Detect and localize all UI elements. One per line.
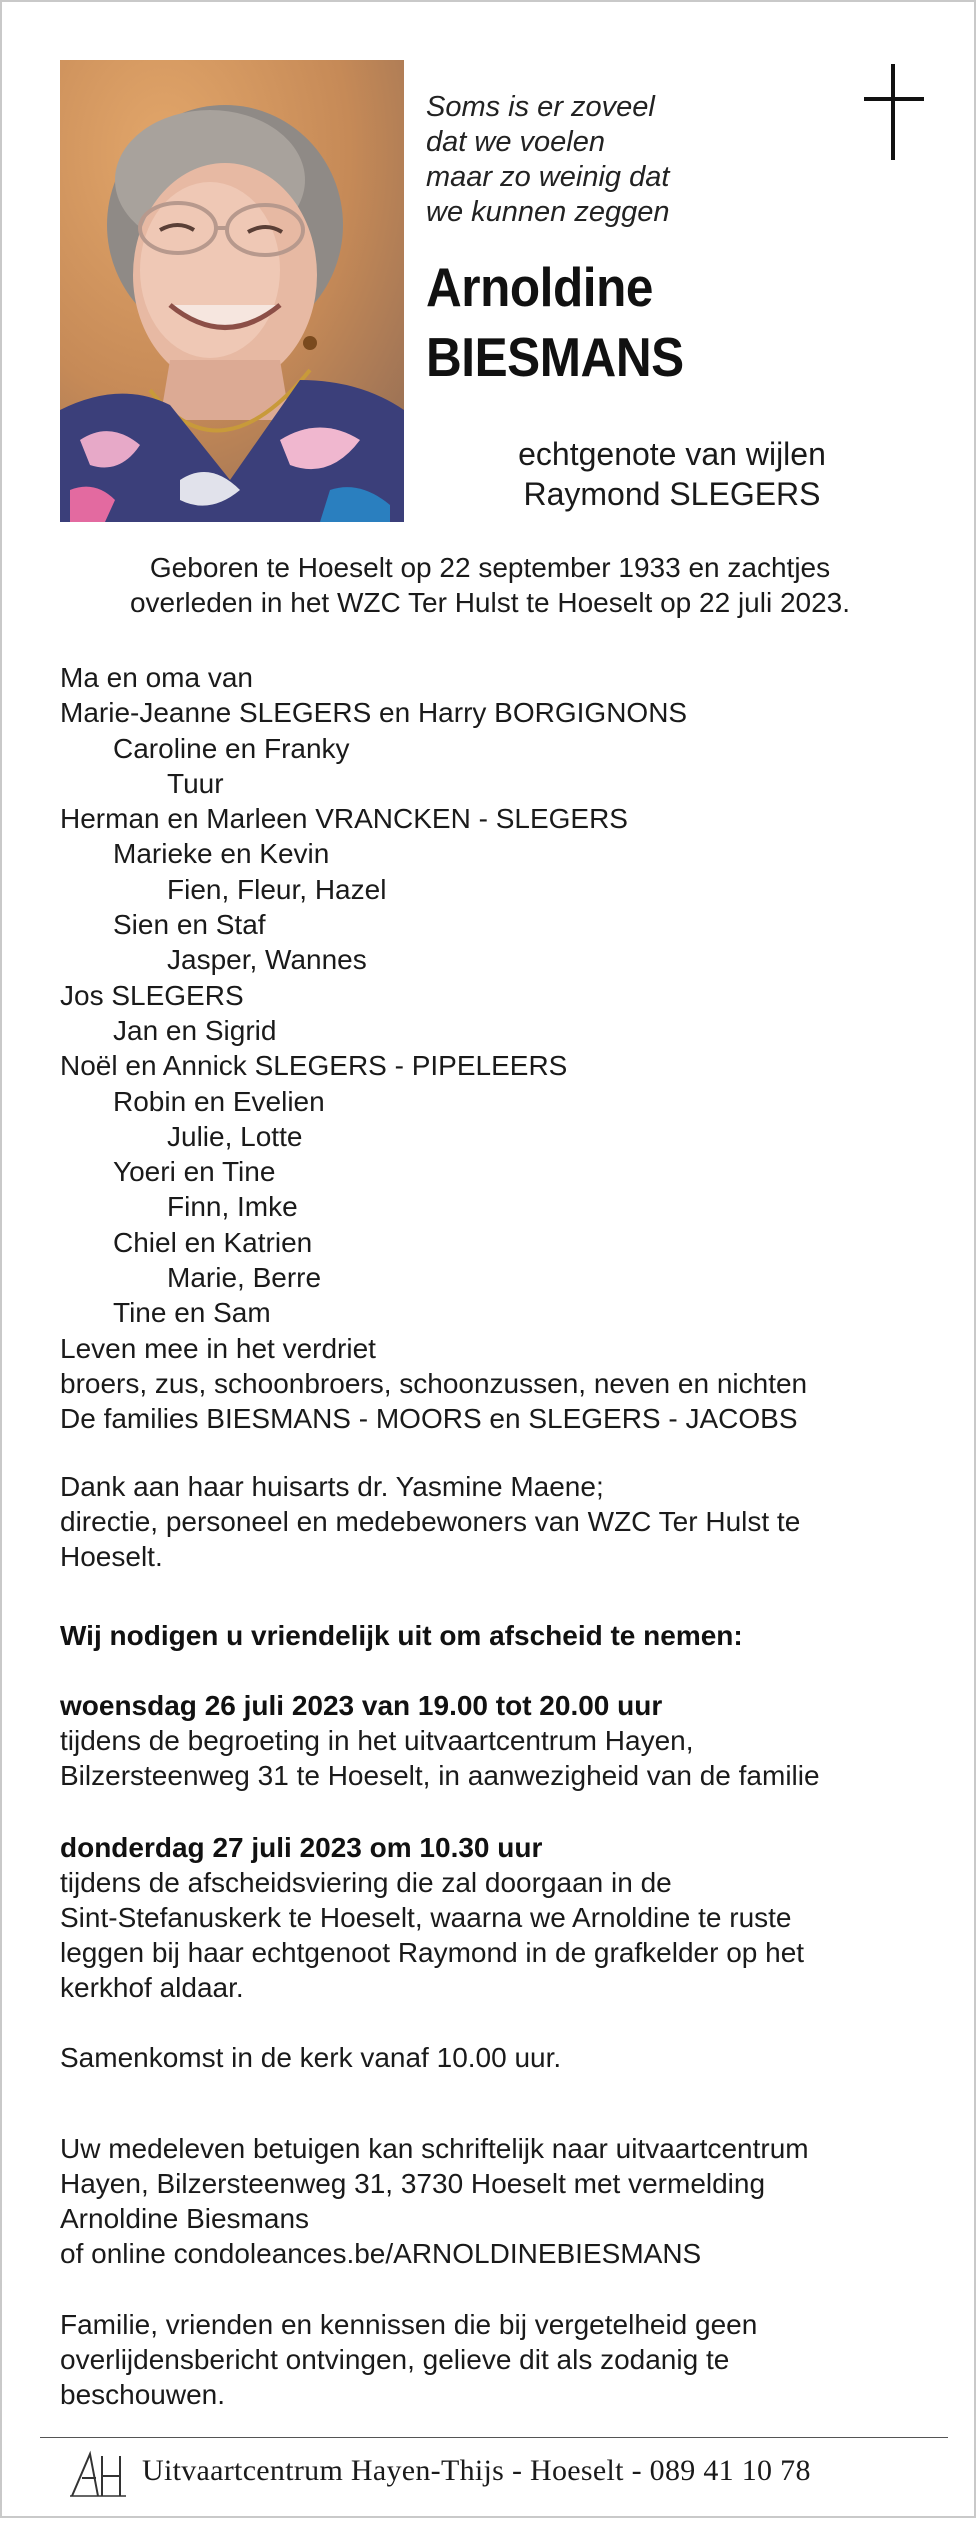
poem-line: Soms is er zoveel: [426, 91, 655, 123]
event-line: leggen bij haar echtgenoot Raymond in de grafkelder op het: [60, 1937, 805, 1968]
condolences-line: Uw medeleven betuigen kan schriftelijk naar uitvaartcentrum: [60, 2133, 809, 2164]
condolences-line: Hayen, Bilzersteenweg 31, 3730 Hoeselt met vermelding: [60, 2168, 766, 2199]
family-line: Marie, Berre: [167, 1262, 322, 1294]
event-line: Bilzersteenweg 31 te Hoeselt, in aanwezigheid van de familie: [60, 1760, 820, 1791]
family-line: Noël en Annick SLEGERS - PIPELEERS: [60, 1050, 568, 1082]
family-line: De families BIESMANS - MOORS en SLEGERS - JACOBS: [60, 1403, 798, 1435]
event-heading: donderdag 27 juli 2023 om 10.30 uur: [60, 1832, 543, 1863]
birth-death-info: [60, 550, 920, 620]
family-line: Julie, Lotte: [167, 1120, 303, 1152]
portrait-illustration: [60, 60, 404, 522]
family-line: Yoeri en Tine: [113, 1156, 276, 1188]
family-line: Robin en Evelien: [113, 1085, 325, 1117]
born-line: overleden in het WZC Ter Hulst te Hoeselt op 22 juli 2023.: [129, 587, 851, 618]
notice-paragraph: [60, 2307, 940, 2412]
thanks-line: Hoeselt.: [60, 1541, 163, 1572]
invitation-heading: [60, 1618, 940, 1653]
event-heading: woensdag 26 juli 2023 van 19.00 tot 20.00 uur: [60, 1690, 663, 1721]
family-line: Jos SLEGERS: [60, 979, 244, 1011]
event-line: Sint-Stefanuskerk te Hoeselt, waarna we Arnoldine te ruste: [60, 1902, 792, 1933]
family-line: Jan en Sigrid: [113, 1014, 277, 1046]
poem-line: maar zo weinig dat: [426, 161, 670, 193]
gathering-text: Samenkomst in de kerk vanaf 10.00 uur.: [60, 2042, 562, 2073]
portrait-photo: [60, 60, 404, 522]
condolences-paragraph: [60, 2131, 940, 2271]
family-line: broers, zus, schoonbroers, schoonzussen, neven en nichten: [60, 1367, 808, 1399]
poem-line: we kunnen zeggen: [426, 196, 670, 228]
notice-line: Familie, vrienden en kennissen die bij vergetelheid geen: [60, 2309, 758, 2340]
funeral-home-footer: [68, 2442, 948, 2502]
family-line: Herman en Marleen VRANCKEN - SLEGERS: [60, 803, 628, 835]
spouse-line: echtgenote van wijlen: [518, 436, 826, 472]
notice-line: beschouwen.: [60, 2379, 226, 2410]
event-line: tijdens de afscheidsviering die zal doorgaan in de: [60, 1867, 672, 1898]
footer-divider: [40, 2437, 948, 2438]
family-line: Marieke en Kevin: [113, 838, 330, 870]
poem-verse: [426, 90, 686, 230]
family-line: Finn, Imke: [167, 1191, 298, 1223]
family-line: Fien, Fleur, Hazel: [167, 873, 387, 905]
funeral-home-logo-icon: [68, 2448, 128, 2498]
first-name: Arnoldine: [426, 256, 653, 318]
thanks-paragraph: [60, 1469, 940, 1574]
gathering-note: [60, 2040, 940, 2075]
footer-text: Uitvaartcentrum Hayen-Thijs - Hoeselt - 089 41 10 78: [142, 2454, 811, 2487]
cross-icon: [864, 64, 924, 160]
event-line: kerkhof aldaar.: [60, 1972, 244, 2003]
family-line: Caroline en Franky: [113, 732, 350, 764]
condolences-line: of online condoleances.be/ARNOLDINEBIESMANS: [60, 2238, 702, 2269]
family-line: Jasper, Wannes: [167, 944, 367, 976]
condolences-line: Arnoldine Biesmans: [60, 2203, 310, 2234]
family-line: Tuur: [167, 767, 224, 799]
spouse-line: Raymond SLEGERS: [523, 476, 821, 512]
last-name: BIESMANS: [426, 326, 684, 388]
born-line: Geboren te Hoeselt op 22 september 1933 en zachtjes: [149, 552, 831, 583]
invitation-text: Wij nodigen u vriendelijk uit om afscheid te nemen:: [60, 1620, 743, 1651]
event-wednesday: [60, 1688, 940, 1793]
event-thursday: [60, 1830, 940, 2005]
family-line: Chiel en Katrien: [113, 1226, 313, 1258]
family-list: [60, 660, 940, 1437]
thanks-line: Dank aan haar huisarts dr. Yasmine Maene;: [60, 1471, 604, 1502]
family-line: Sien en Staf: [113, 909, 266, 941]
notice-line: overlijdensbericht ontvingen, gelieve dit als zodanig te: [60, 2344, 730, 2375]
event-line: tijdens de begroeting in het uitvaartcentrum Hayen,: [60, 1725, 694, 1756]
thanks-line: directie, personeel en medebewoners van WZC Ter Hulst te: [60, 1506, 801, 1537]
family-line: Leven mee in het verdriet: [60, 1332, 376, 1364]
family-line: Tine en Sam: [113, 1297, 271, 1329]
spouse-info: [432, 434, 912, 514]
family-line: Ma en oma van: [60, 662, 253, 693]
deceased-name: [426, 252, 684, 392]
poem-line: dat we voelen: [426, 126, 605, 158]
family-line: Marie-Jeanne SLEGERS en Harry BORGIGNONS: [60, 697, 688, 729]
